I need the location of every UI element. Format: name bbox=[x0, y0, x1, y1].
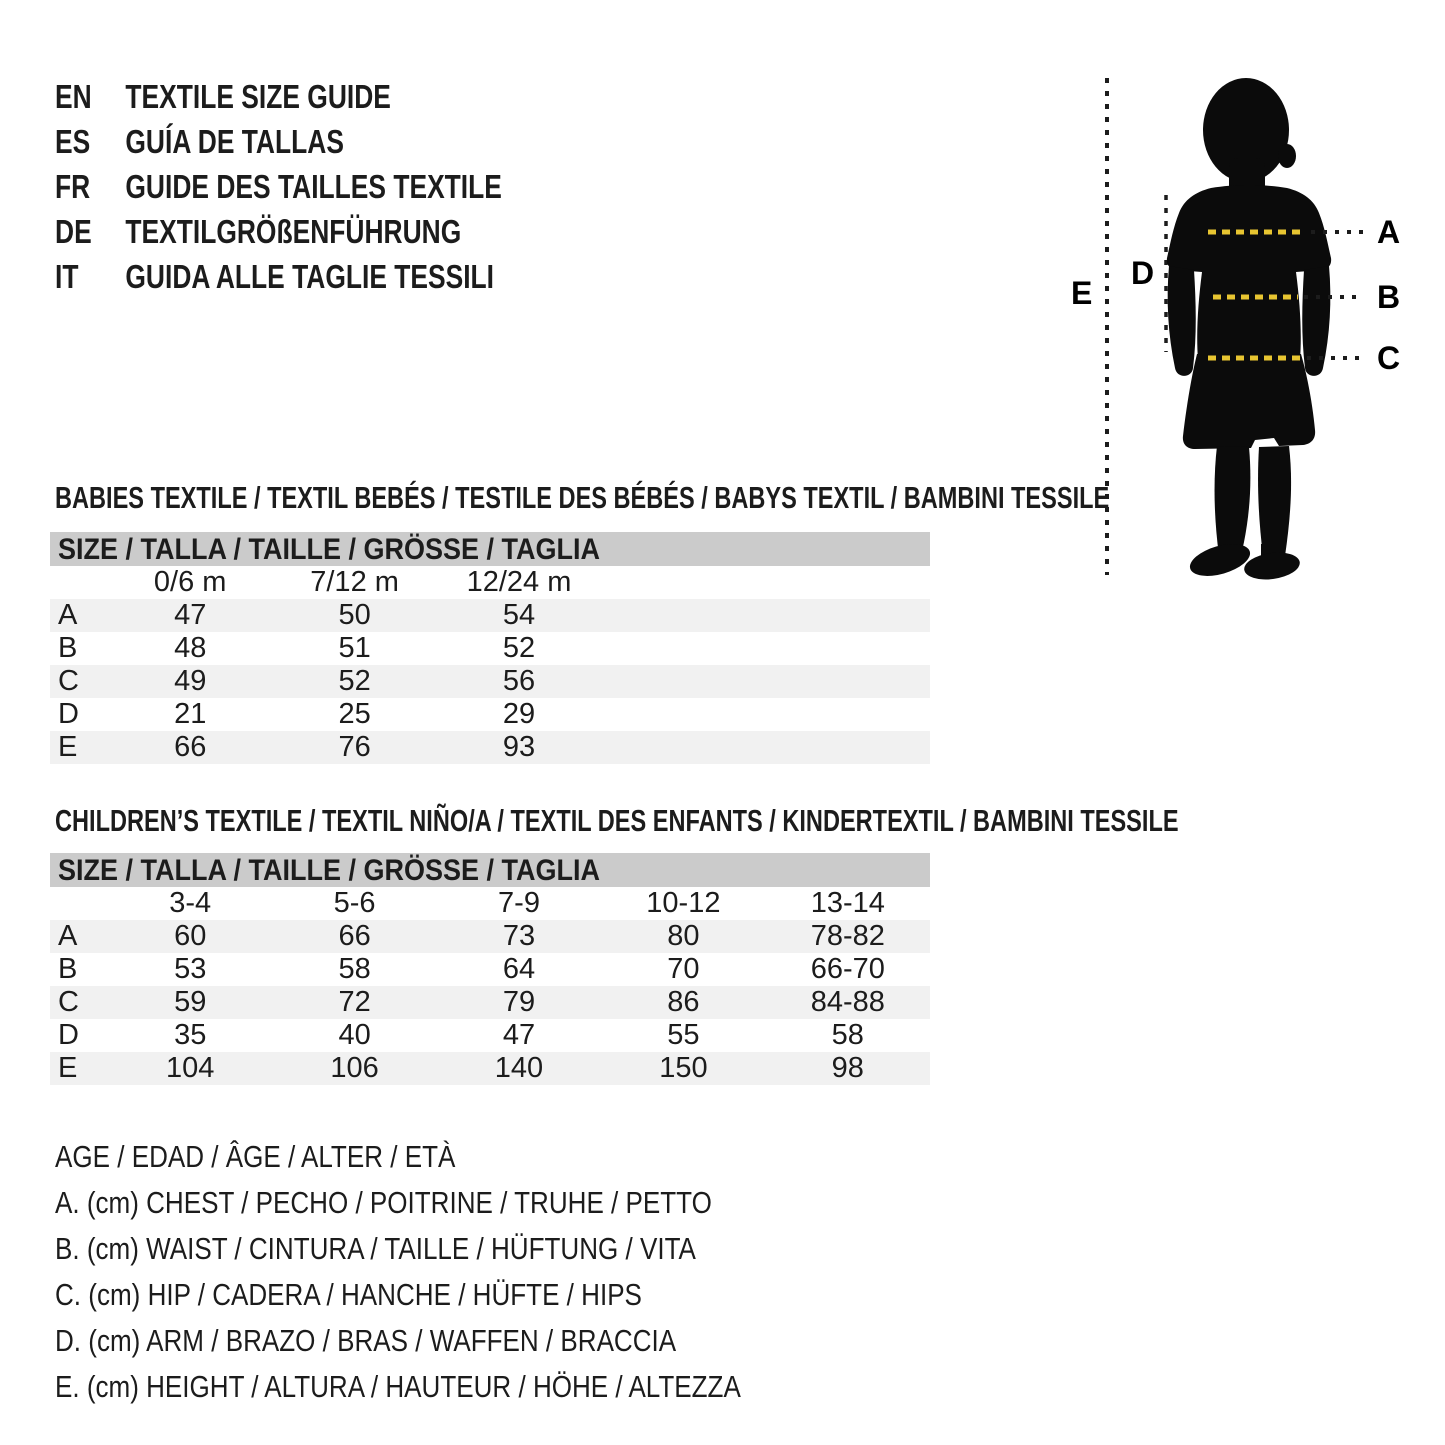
silhouette-ear bbox=[1278, 144, 1296, 168]
legend-age: AGE / EDAD / ÂGE / ALTER / ETÀ bbox=[55, 1139, 456, 1174]
cell: 56 bbox=[502, 665, 536, 697]
babies-table-header: SIZE / TALLA / TAILLE / GRÖSSE / TAGLIA bbox=[50, 532, 930, 566]
row-label: A bbox=[58, 920, 78, 952]
guide-title: GUIDE DES TAILLES TEXTILE bbox=[125, 168, 502, 205]
language-row-de bbox=[55, 209, 614, 254]
silhouette-shorts bbox=[1183, 354, 1315, 449]
silhouette-right-arm bbox=[1302, 266, 1330, 376]
row-label: B bbox=[58, 953, 78, 985]
babies-size-table bbox=[50, 532, 930, 764]
column-header: 3-4 bbox=[169, 887, 212, 919]
column-header: 0/6 m bbox=[153, 566, 227, 598]
cell: 55 bbox=[667, 1019, 700, 1051]
row-label bbox=[50, 566, 108, 599]
cell: 72 bbox=[338, 986, 371, 1018]
cell: 52 bbox=[338, 665, 371, 697]
language-code: ES bbox=[55, 123, 91, 160]
cell: 58 bbox=[831, 1019, 864, 1051]
table-row-a bbox=[50, 920, 930, 953]
table-row-c bbox=[50, 986, 930, 1019]
guide-title: GUIDA ALLE TAGLIE TESSILI bbox=[125, 258, 495, 295]
cell: 58 bbox=[338, 953, 371, 985]
cell: 48 bbox=[174, 632, 207, 664]
cell: 104 bbox=[166, 1052, 215, 1084]
cell: 70 bbox=[667, 953, 700, 985]
cell: 47 bbox=[502, 1019, 536, 1051]
legend-height: E. (cm) HEIGHT / ALTURA / HAUTEUR / HÖHE / ALTEZZA bbox=[55, 1369, 741, 1404]
label-a: A bbox=[1377, 214, 1401, 250]
cell: 50 bbox=[338, 599, 371, 631]
cell: 93 bbox=[502, 731, 536, 763]
cell: 106 bbox=[330, 1052, 379, 1084]
silhouette-right-shoe bbox=[1242, 549, 1301, 583]
cell: 86 bbox=[667, 986, 700, 1018]
cell: 84-88 bbox=[810, 986, 885, 1018]
column-header: 5-6 bbox=[333, 887, 376, 919]
language-row-es bbox=[55, 119, 614, 164]
table-row-d bbox=[50, 698, 930, 731]
cell: 59 bbox=[174, 986, 207, 1018]
table-row-c bbox=[50, 665, 930, 698]
cell: 53 bbox=[174, 953, 207, 985]
cell: 66 bbox=[174, 731, 207, 763]
label-d: D bbox=[1131, 255, 1155, 291]
table-row-b bbox=[50, 632, 930, 665]
cell: 60 bbox=[174, 920, 207, 952]
cell: 80 bbox=[667, 920, 700, 952]
language-row-fr bbox=[55, 164, 614, 209]
silhouette-left-arm bbox=[1168, 266, 1196, 376]
language-code: IT bbox=[55, 258, 79, 295]
cell: 35 bbox=[174, 1019, 207, 1051]
cell: 150 bbox=[659, 1052, 708, 1084]
babies-section-title: BABIES TEXTILE / TEXTIL BEBÉS / TESTILE DES BÉBÉS / BABYS TEXTIL / BAMBINI TESSILE bbox=[55, 480, 1110, 515]
table-row-e bbox=[50, 731, 930, 764]
cell: 98 bbox=[831, 1052, 864, 1084]
language-code: DE bbox=[55, 213, 92, 250]
measurement-legend bbox=[55, 1134, 871, 1410]
row-label: E bbox=[58, 731, 78, 763]
guide-title: TEXTILGRÖßENFÜHRUNG bbox=[125, 213, 462, 250]
cell: 66-70 bbox=[810, 953, 885, 985]
label-c: C bbox=[1377, 340, 1401, 376]
cell: 140 bbox=[494, 1052, 544, 1084]
babies-column-header-row bbox=[50, 566, 930, 599]
cell: 54 bbox=[502, 599, 536, 631]
table-row-e bbox=[50, 1052, 930, 1085]
row-label: A bbox=[58, 599, 78, 631]
column-header: 7-9 bbox=[498, 887, 540, 919]
guide-title: TEXTILE SIZE GUIDE bbox=[125, 78, 391, 115]
row-label bbox=[50, 887, 108, 920]
table-row-b bbox=[50, 953, 930, 986]
language-code: EN bbox=[55, 78, 92, 115]
cell: 40 bbox=[338, 1019, 371, 1051]
legend-hip: C. (cm) HIP / CADERA / HANCHE / HÜFTE / HIPS bbox=[55, 1277, 642, 1312]
children-section-title: CHILDREN’S TEXTILE / TEXTIL NIÑO/A / TEXTIL DES ENFANTS / KINDERTEXTIL / BAMBINI TESSILE bbox=[55, 803, 1179, 838]
cell: 21 bbox=[174, 698, 207, 730]
language-code: FR bbox=[55, 168, 91, 205]
language-row-it bbox=[55, 254, 614, 299]
row-label: D bbox=[58, 698, 79, 730]
table-row-a bbox=[50, 599, 930, 632]
row-label: B bbox=[58, 632, 78, 664]
table-row-d bbox=[50, 1019, 930, 1052]
row-label: C bbox=[58, 986, 79, 1018]
cell: 29 bbox=[502, 698, 536, 730]
column-header: 7/12 m bbox=[310, 566, 399, 598]
label-b: B bbox=[1377, 279, 1401, 315]
language-row-en bbox=[55, 74, 614, 119]
children-column-header-row bbox=[50, 887, 930, 920]
cell: 25 bbox=[338, 698, 371, 730]
cell: 49 bbox=[174, 665, 207, 697]
cell: 52 bbox=[502, 632, 536, 664]
guide-title: GUÍA DE TALLAS bbox=[125, 123, 344, 160]
cell: 64 bbox=[502, 953, 536, 985]
legend-waist: B. (cm) WAIST / CINTURA / TAILLE / HÜFTUNG / VITA bbox=[55, 1231, 696, 1266]
children-table-header: SIZE / TALLA / TAILLE / GRÖSSE / TAGLIA bbox=[50, 853, 930, 887]
legend-arm: D. (cm) ARM / BRAZO / BRAS / WAFFEN / BRACCIA bbox=[55, 1323, 677, 1358]
cell: 79 bbox=[502, 986, 536, 1018]
cell: 76 bbox=[338, 731, 371, 763]
cell: 78-82 bbox=[810, 920, 885, 952]
legend-chest: A. (cm) CHEST / PECHO / POITRINE / TRUHE / PETTO bbox=[55, 1185, 712, 1220]
column-header: 10-12 bbox=[646, 887, 721, 919]
row-label: C bbox=[58, 665, 79, 697]
cell: 73 bbox=[502, 920, 536, 952]
children-size-table bbox=[50, 853, 930, 1085]
measurement-diagram bbox=[1045, 60, 1445, 625]
column-header: 12/24 m bbox=[466, 566, 572, 598]
cell: 66 bbox=[338, 920, 371, 952]
cell: 47 bbox=[174, 599, 207, 631]
row-label: D bbox=[58, 1019, 79, 1051]
column-header: 13-14 bbox=[810, 887, 885, 919]
label-e: E bbox=[1071, 275, 1093, 311]
cell: 51 bbox=[338, 632, 371, 664]
row-label: E bbox=[58, 1052, 78, 1084]
language-title-list bbox=[55, 74, 614, 299]
